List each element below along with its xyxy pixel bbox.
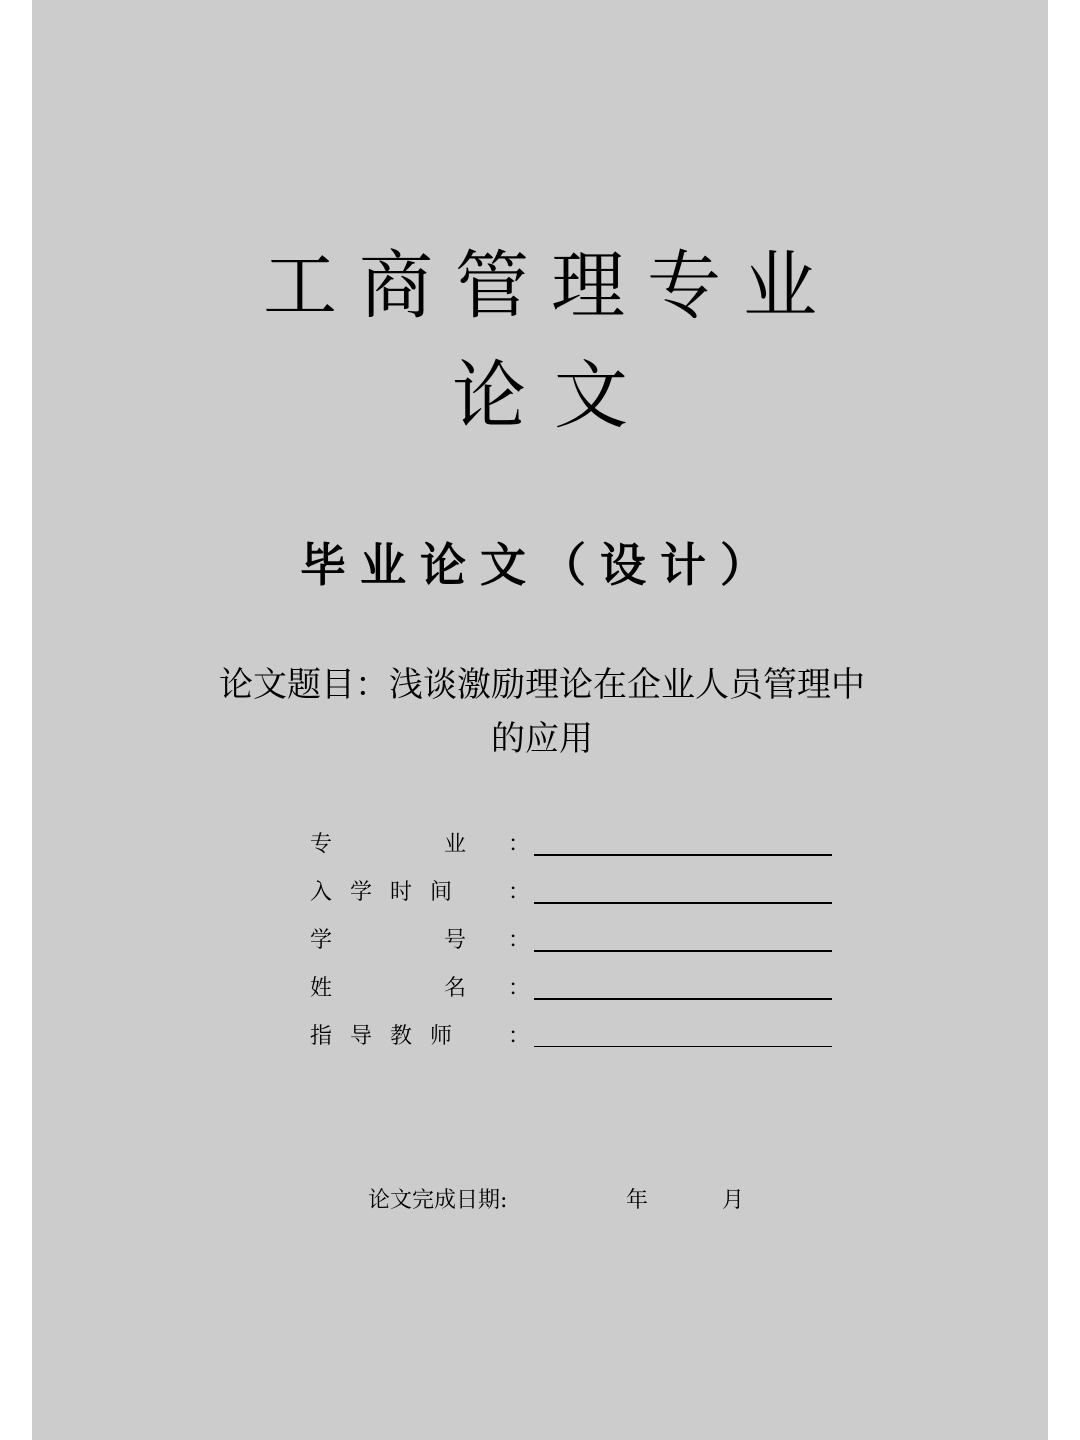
field-advisor — [310, 1016, 830, 1064]
completion-date-month: 月 — [722, 1188, 745, 1213]
field-advisor-colon: ： — [508, 1024, 531, 1049]
field-enrollment-date-label: 入学时间 — [310, 880, 471, 905]
thesis-cover-page — [32, 0, 1048, 1440]
field-student-id-blank[interactable] — [534, 950, 832, 952]
thesis-topic — [180, 658, 904, 766]
graduation-thesis-subtitle: 毕业论文（设计） — [300, 538, 780, 592]
field-name-label-right: 名 — [444, 976, 467, 1001]
field-student-id-label-right: 号 — [444, 928, 467, 953]
field-name-blank[interactable] — [534, 998, 832, 1000]
field-student-id — [310, 920, 830, 968]
major-title: 工商管理专业 — [263, 243, 839, 329]
field-name — [310, 968, 830, 1016]
field-advisor-label: 指导教师 — [310, 1024, 471, 1049]
field-major-blank[interactable] — [534, 854, 832, 856]
field-major-label-left: 专 — [310, 832, 333, 857]
field-enrollment-date-blank[interactable] — [534, 902, 832, 904]
student-info-fields — [310, 824, 830, 1064]
thesis-topic-line-2: 的应用 — [491, 719, 593, 759]
completion-date-label: 论文完成日期: — [368, 1188, 508, 1213]
field-student-id-colon: ： — [508, 928, 531, 953]
field-student-id-label-left: 学 — [310, 928, 333, 953]
thesis-topic-line-1: 论文题目：浅谈激励理论在企业人员管理中 — [219, 665, 865, 705]
field-major-label-right: 业 — [444, 832, 467, 857]
document-type-title: 论文 — [452, 353, 656, 439]
completion-date-year: 年 — [626, 1188, 649, 1213]
field-enrollment-date-colon: ： — [508, 880, 531, 905]
field-major-colon: ： — [508, 832, 531, 857]
field-name-label-left: 姓 — [310, 976, 333, 1001]
field-advisor-blank[interactable] — [534, 1046, 832, 1047]
field-major — [310, 824, 830, 872]
field-enrollment-date — [310, 872, 830, 920]
field-name-colon: ： — [508, 976, 531, 1001]
